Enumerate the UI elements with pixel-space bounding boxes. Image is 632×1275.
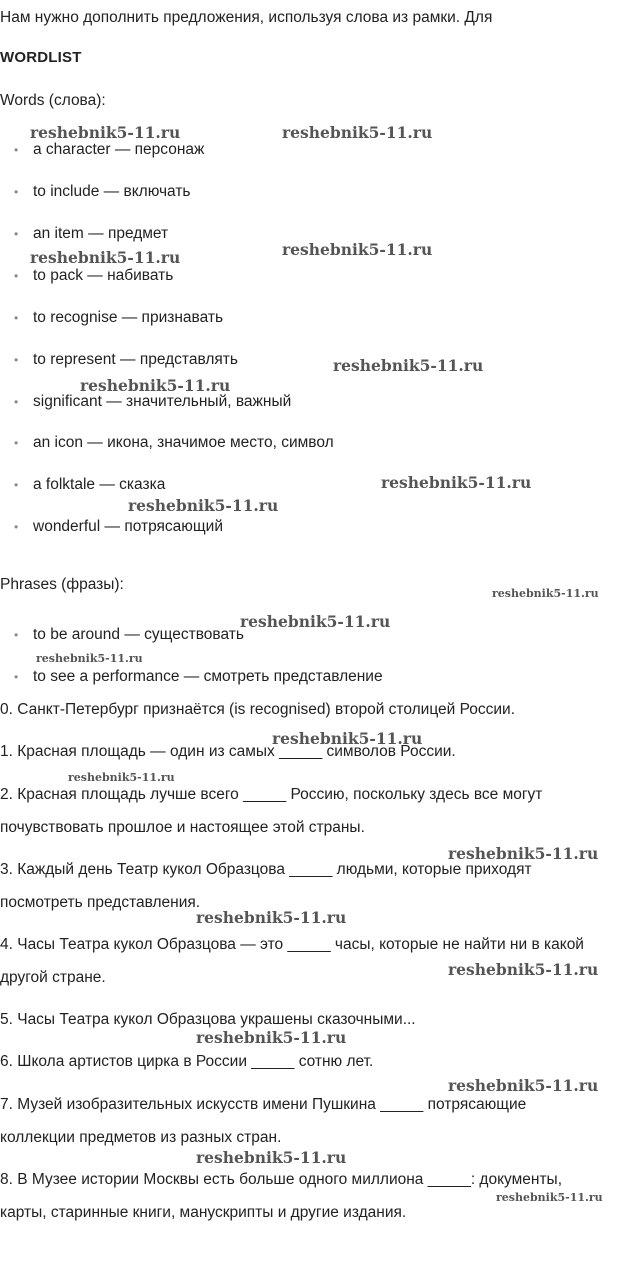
sentence-line: другой стране. <box>0 969 106 986</box>
watermark: reshebnik5-11.ru <box>196 1148 347 1167</box>
word-item: • significant — значительный, важный <box>14 392 272 412</box>
word-item: • a character — персонаж <box>14 140 185 160</box>
sentence-line: коллекции предметов из разных стран. <box>0 1129 282 1146</box>
word-item: • an item — предмет <box>14 224 149 244</box>
watermark: reshebnik5-11.ru <box>282 123 433 142</box>
watermark: reshebnik5-11.ru <box>128 496 279 515</box>
watermark: reshebnik5-11.ru <box>30 123 181 142</box>
phrases-label: Phrases (фразы): <box>0 576 124 593</box>
word-item: • an icon — икона, значимое место, символ <box>14 433 315 453</box>
watermark: reshebnik5-11.ru <box>196 1028 347 1047</box>
sentence-line: 4. Часы Театра кукол Образцова — это _____ часы, которые не найти ни в какой <box>0 936 584 953</box>
word-item: • to recognise — признавать <box>14 308 204 328</box>
intro-text: Нам нужно дополнить предложения, используя слова из рамки. Для <box>0 9 493 26</box>
watermark: reshebnik5-11.ru <box>30 248 181 267</box>
watermark: reshebnik5-11.ru <box>448 1076 599 1095</box>
sentence-line: 8. В Музее истории Москвы есть больше одного миллиона _____: документы, <box>0 1171 563 1188</box>
watermark: reshebnik5-11.ru <box>496 1191 603 1204</box>
sentence-line: 1. Красная площадь — один из самых _____ символов России. <box>0 743 456 760</box>
watermark: reshebnik5-11.ru <box>282 240 433 259</box>
word-item: • a folktale — сказка <box>14 475 146 495</box>
sentence-line: 0. Санкт-Петербург признаётся (is recognised) второй столицей России. <box>0 701 516 718</box>
word-item: • wonderful — потрясающий <box>14 517 204 537</box>
watermark: reshebnik5-11.ru <box>448 960 599 979</box>
watermark: reshebnik5-11.ru <box>448 844 599 863</box>
watermark: reshebnik5-11.ru <box>381 473 532 492</box>
sentence-line: 3. Каждый день Театр кукол Образцова _____ людьми, которые приходят <box>0 861 532 878</box>
word-item: • to include — включать <box>14 182 172 202</box>
sentence-line: 2. Красная площадь лучше всего _____ Россию, поскольку здесь все могут <box>0 786 543 803</box>
watermark: reshebnik5-11.ru <box>333 356 484 375</box>
watermark: reshebnik5-11.ru <box>36 652 143 665</box>
sentence-line: посмотреть представления. <box>0 894 201 911</box>
phrase-item: • to see a performance — смотреть представление <box>14 667 364 687</box>
watermark: reshebnik5-11.ru <box>80 376 231 395</box>
sentence-line: почувствовать прошлое и настоящее этой страны. <box>0 819 365 836</box>
sentence-line: 7. Музей изобразительных искусств имени Пушкина _____ потрясающие <box>0 1096 527 1113</box>
sentence-line: 6. Школа артистов цирка в России _____ сотню лет. <box>0 1053 374 1070</box>
watermark: reshebnik5-11.ru <box>240 612 391 631</box>
word-item: • to represent — представлять <box>14 350 219 370</box>
watermark: reshebnik5-11.ru <box>68 771 175 784</box>
wordlist-heading: WORDLIST <box>0 49 82 66</box>
sentence-line: 5. Часы Театра кукол Образцова украшены сказочными... <box>0 1011 416 1028</box>
words-label: Words (слова): <box>0 92 106 109</box>
watermark: reshebnik5-11.ru <box>196 908 347 927</box>
sentence-line: карты, старинные книги, манускрипты и другие издания. <box>0 1204 407 1221</box>
word-item: • to pack — набивать <box>14 266 154 286</box>
watermark: reshebnik5-11.ru <box>272 729 423 748</box>
phrase-item: • to be around — существовать <box>14 625 225 645</box>
watermark: reshebnik5-11.ru <box>492 587 599 600</box>
